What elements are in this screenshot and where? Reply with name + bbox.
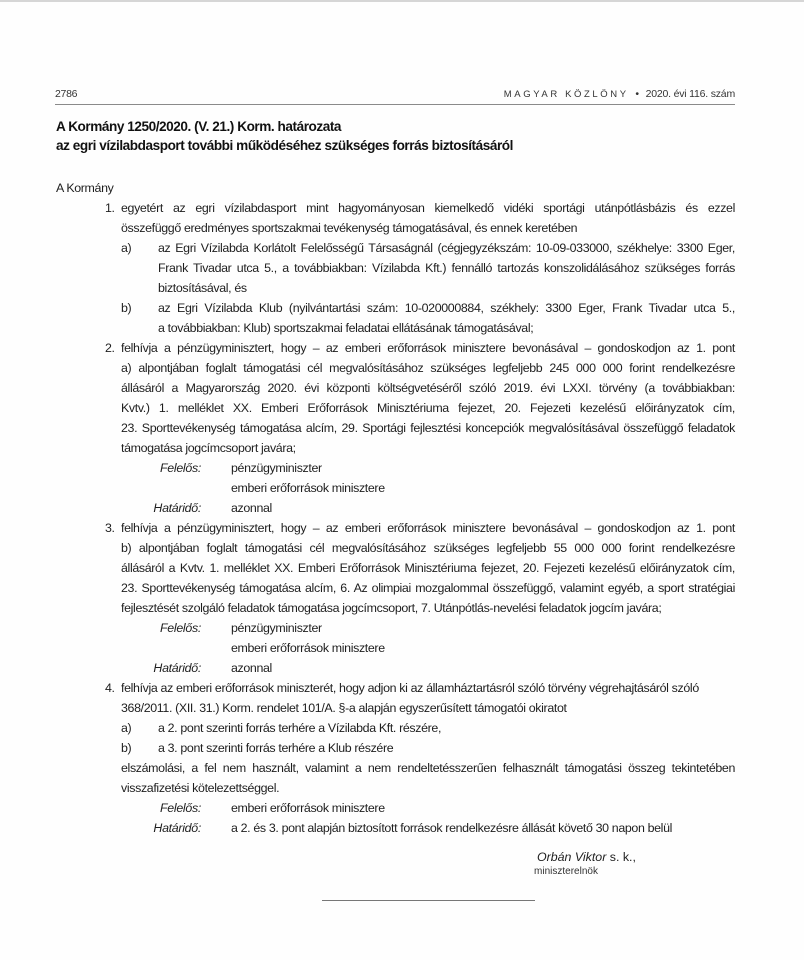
item-4a-text: a 2. pont szerinti forrás terhére a Vízilabda Kft. részére,: [158, 721, 442, 735]
journal-info: [504, 88, 735, 100]
item-4-tail-line: visszafizetési kötelezettséggel.: [121, 781, 280, 795]
item-3-responsible: emberi erőforrások minisztere: [231, 641, 385, 655]
item-3-line: 23. Sporttevékenység támogatása alcím, 6. Az olimpiai mozgalommal összefüggő, valamint egyéb, a sport stratégiai: [121, 581, 735, 595]
item-4b-label: b): [121, 741, 132, 755]
item-3-line: felhívja a pénzügyminisztert, hogy – az emberi erőforrások minisztere bevonásával – gondoskodjon az 1. pont: [121, 521, 735, 535]
item-4a-label: a): [121, 721, 132, 735]
item-2-line: 23. Sporttevékenység támogatása alcím, 29. Sportági fejlesztési koncepciók megvalósításával összefüggő feladatok: [121, 421, 735, 435]
item-2-number: 2.: [105, 341, 115, 355]
title-line-2: az egri vízilabdasport további működéséhez szükséges forrás biztosításáról: [56, 138, 513, 153]
item-2-deadline: azonnal: [231, 501, 272, 515]
item-4-line: 368/2011. (XII. 31.) Korm. rendelet 101/A. §-a alapján egyszerűsített támogatói okiratot: [121, 701, 567, 715]
item-2-line: Kvtv.) 1. melléklet XX. Emberi Erőforrások Minisztériuma fejezet, 20. Fejezeti kezelésű előirányzatok cím,: [121, 401, 735, 415]
signatory-name: Orbán Viktor: [537, 850, 607, 864]
title-line-1: A Kormány 1250/2020. (V. 21.) Korm. határozata: [56, 119, 342, 134]
item-3-deadline: azonnal: [231, 661, 272, 675]
item-1-number: 1.: [105, 201, 115, 215]
item-4-responsible: emberi erőforrások minisztere: [231, 801, 385, 815]
item-4-tail-line: elszámolási, a fel nem használt, valamint a nem rendeltetésszerűen felhasznált támogatási összeg tekintetében: [121, 761, 735, 775]
page-number: 2786: [55, 88, 78, 100]
item-2-line: állásáról a Magyarország 2020. évi központi költségvetéséről szóló 2019. évi LXXI. törvény (a továbbiakban:: [121, 381, 735, 395]
end-rule-divider: [322, 900, 535, 901]
item-2-responsible-label: Felelős:: [160, 461, 201, 475]
item-4-responsible-label: Felelős:: [160, 801, 201, 815]
item-1b-label: b): [121, 301, 132, 315]
item-1-line: egyetért az egri vízilabdasport mint hagyományosan kiemelkedő vidéki sportági utánpótlásbázis és ezzel: [121, 201, 735, 215]
signature: [537, 848, 636, 866]
item-2-line: felhívja a pénzügyminisztert, hogy – az emberi erőforrások minisztere bevonásával – gondoskodjon az 1. pont: [121, 341, 735, 355]
item-2-line: a) alpontjában foglalt támogatási cél megvalósításához szükséges legfeljebb 245 000 000 forint rendelkezésre: [121, 361, 735, 375]
item-2-deadline-label: Határidő:: [153, 501, 201, 515]
item-3-line: b) alpontjában foglalt támogatási cél megvalósításához szükséges legfeljebb 55 000 000 forint rendelkezésre: [121, 541, 735, 555]
signatory-suffix: s. k.,: [606, 850, 636, 864]
item-4b-text: a 3. pont szerinti forrás terhére a Klub részére: [158, 741, 394, 755]
item-4-line: felhívja az emberi erőforrások miniszterét, hogy adjon ki az államháztartásról szóló törvény végrehajtásáról szóló: [121, 681, 699, 695]
item-2-responsible: pénzügyminiszter: [231, 461, 322, 475]
item-2-line: támogatása jogcímcsoport javára;: [121, 441, 296, 455]
item-4-number: 4.: [105, 681, 115, 695]
item-3-line: fejlesztését szolgáló feladatok támogatása jogcímcsoport, 7. Utánpótlás-nevelési feladatok jogcím javára;: [121, 601, 662, 615]
intro-text: A Kormány: [56, 181, 114, 195]
item-3-responsible: pénzügyminiszter: [231, 621, 322, 635]
item-1b-line: a továbbiakban: Klub) sportszakmai feladatai ellátásának támogatásával;: [158, 321, 534, 335]
resolution-title: [56, 117, 513, 155]
item-3-number: 3.: [105, 521, 115, 535]
item-4-deadline-label: Határidő:: [153, 821, 201, 835]
item-1a-line: biztosításával, és: [158, 281, 247, 295]
item-4-deadline: a 2. és 3. pont alapján biztosított források rendelkezésre állását követő 30 napon belül: [231, 821, 673, 835]
item-1b-line: az Egri Vízilabda Klub (nyilvántartási szám: 10-020000884, székhely: 3300 Eger, Frank Tivadar utca 5.,: [158, 301, 735, 315]
item-3-line: állásáról a Kvtv. 1. melléklet XX. Emberi Erőforrások Minisztériuma fejezet, 20. Fejezeti kezelésű előirányzatok cím,: [121, 561, 735, 575]
issue-number: 2020. évi 116. szám: [645, 88, 735, 100]
item-2-responsible: emberi erőforrások minisztere: [231, 481, 385, 495]
signatory-role: miniszterelnök: [534, 866, 598, 877]
item-1a-line: az Egri Vízilabda Korlátolt Felelősségű Társaságnál (cégjegyzékszám: 10-09-033000, székhelye: 3300 Eger,: [158, 241, 735, 255]
item-3-responsible-label: Felelős:: [160, 621, 201, 635]
item-1a-label: a): [121, 241, 132, 255]
running-header: [55, 86, 735, 105]
separator-dot: •: [635, 88, 639, 100]
item-1a-line: Frank Tivadar utca 5., a továbbiakban: Vízilabda Kft.) fennálló tartozás konszolidálásához szükséges forrás: [158, 261, 735, 275]
journal-name: MAGYAR KÖZLÖNY: [503, 89, 629, 100]
item-3-deadline-label: Határidő:: [153, 661, 201, 675]
item-1-line: összefüggő eredményes sportszakmai tevékenység támogatásával, és ennek keretében: [121, 221, 578, 235]
